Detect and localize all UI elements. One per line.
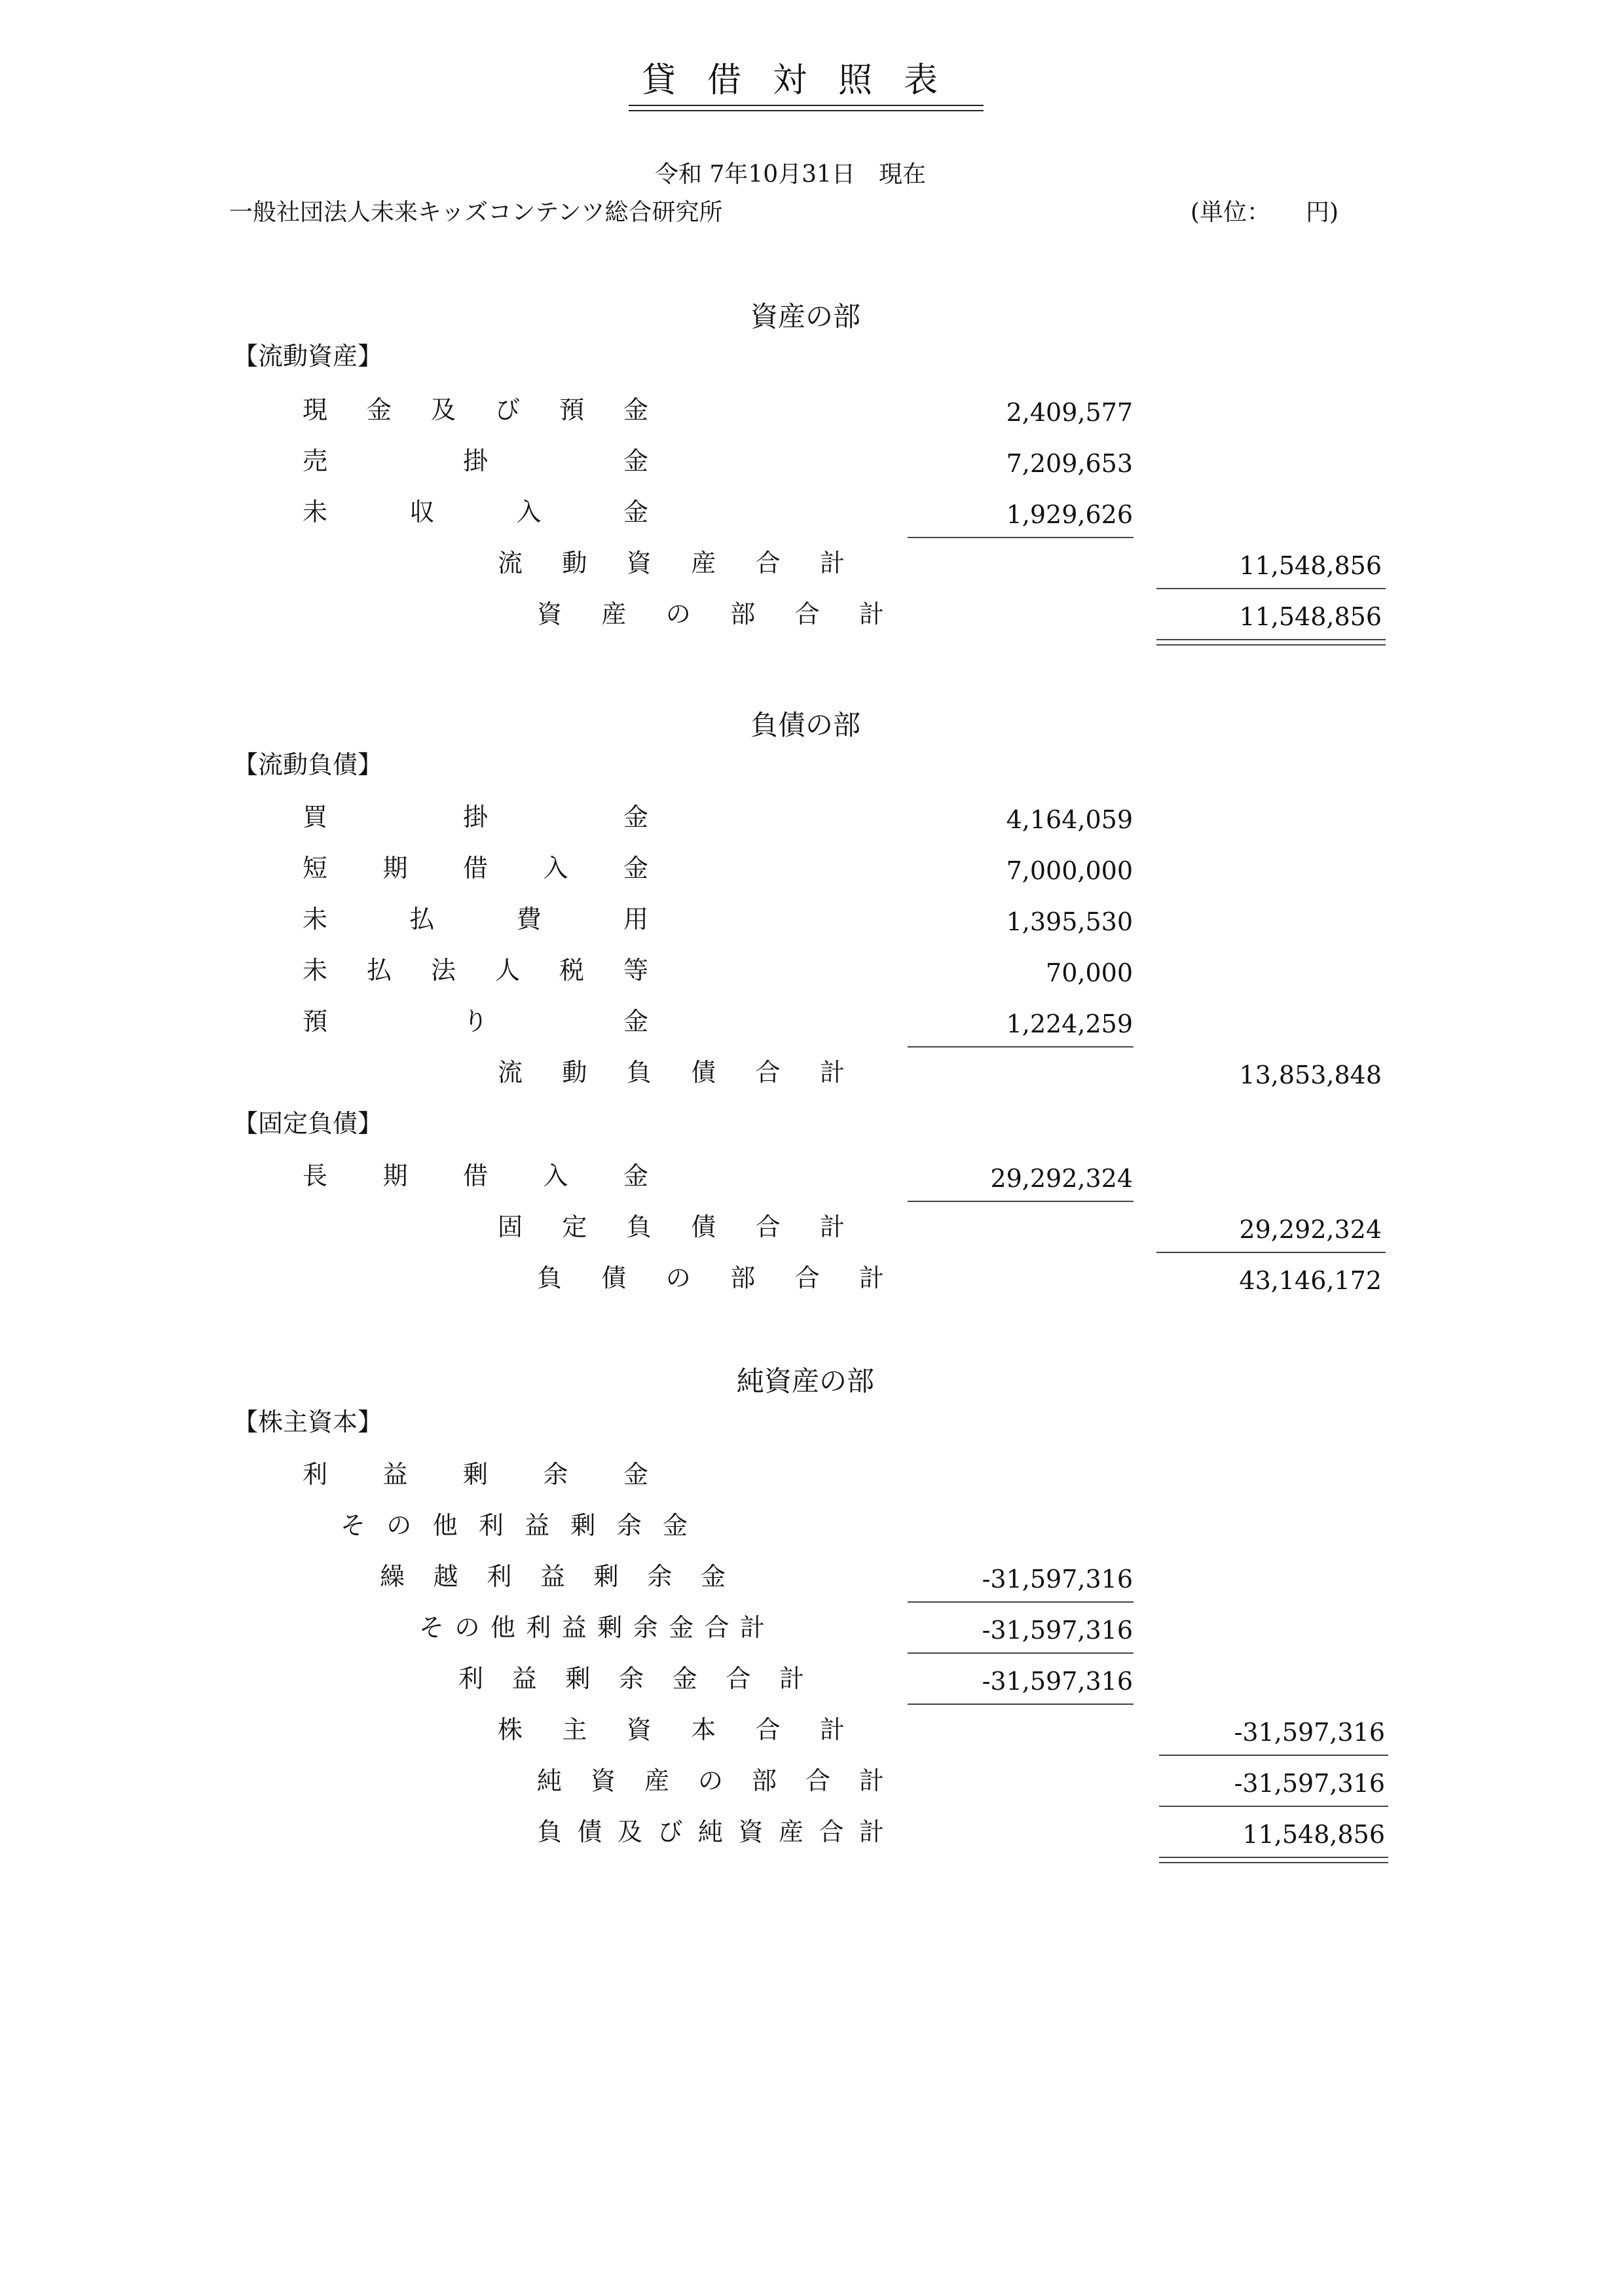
total-amount: -31,597,316 — [982, 1667, 1133, 1696]
subtotal-rule — [908, 1201, 1134, 1202]
section-heading-assets: 資産の部 — [750, 301, 860, 333]
item-label: 短期借入金 — [303, 854, 648, 883]
total-amount: -31,597,316 — [1234, 1718, 1385, 1747]
item-amount: 7,000,000 — [1006, 856, 1133, 885]
subtotal-rule — [908, 1601, 1134, 1603]
total-label: 株主資本合計 — [498, 1715, 845, 1744]
item-label: 現金及び預金 — [303, 395, 648, 424]
section-total-label: 負債の部合計 — [537, 1264, 884, 1292]
item-label: 未収入金 — [303, 498, 648, 526]
item-label: 売掛金 — [303, 446, 648, 475]
group-heading-current-liabilities: 【流動負債】 — [233, 750, 383, 779]
grand-total-amount: 11,548,856 — [1242, 1820, 1385, 1849]
total-label: 固定負債合計 — [498, 1212, 845, 1241]
item-label: 預り金 — [303, 1007, 648, 1036]
item-label: 買掛金 — [303, 803, 648, 831]
total-label: 利益剰余金合計 — [458, 1664, 804, 1693]
total-amount: 11,548,856 — [1239, 551, 1382, 580]
total-label: 流動負債合計 — [498, 1058, 845, 1087]
item-amount: 1,929,626 — [1006, 500, 1133, 529]
title-underline — [629, 110, 984, 111]
total-amount: 13,853,848 — [1239, 1061, 1382, 1089]
item-amount: 1,224,259 — [1006, 1010, 1133, 1038]
item-amount: 1,395,530 — [1006, 907, 1133, 936]
item-label: その他利益剰余金 — [341, 1511, 688, 1540]
item-amount: 4,164,059 — [1006, 805, 1133, 834]
unit-label: (単位： 円) — [1190, 199, 1339, 226]
group-heading-equity: 【株主資本】 — [233, 1408, 383, 1436]
total-amount: -31,597,316 — [982, 1616, 1133, 1645]
company-name: 一般社団法人未来キッズコンテンツ総合研究所 — [229, 199, 723, 226]
document-title: 貸借対照表 — [641, 61, 969, 100]
total-amount: 29,292,324 — [1239, 1215, 1382, 1244]
item-label: 長期借入金 — [303, 1161, 648, 1190]
subtotal-rule — [1159, 1806, 1388, 1807]
item-amount: -31,597,316 — [982, 1565, 1133, 1594]
item-label: 未払法人税等 — [303, 956, 648, 985]
double-rule — [1159, 1857, 1388, 1863]
item-label: 繰越利益剰余金 — [380, 1562, 726, 1591]
subtotal-rule — [908, 537, 1134, 538]
subtotal-rule — [908, 1046, 1134, 1048]
section-total-amount: -31,597,316 — [1234, 1769, 1385, 1798]
subtotal-rule — [908, 1652, 1134, 1654]
section-heading-net-assets: 純資産の部 — [736, 1365, 874, 1397]
subtotal-rule — [1159, 1755, 1388, 1756]
item-amount: 7,209,653 — [1006, 449, 1133, 478]
total-label: 流動資産合計 — [498, 549, 845, 577]
title-underline — [629, 105, 984, 106]
section-total-label: 純資産の部合計 — [537, 1766, 884, 1795]
group-heading-current-assets: 【流動資産】 — [233, 342, 383, 371]
item-amount: 29,292,324 — [990, 1164, 1133, 1193]
item-label: 未払費用 — [303, 905, 648, 934]
group-heading-fixed-liabilities: 【固定負債】 — [233, 1109, 383, 1138]
subtotal-rule — [1156, 1252, 1386, 1253]
double-rule — [1156, 639, 1386, 646]
section-heading-liabilities: 負債の部 — [750, 709, 860, 741]
section-total-amount: 43,146,172 — [1239, 1266, 1382, 1295]
subtotal-rule — [1156, 588, 1386, 589]
item-amount: 70,000 — [1046, 958, 1133, 987]
item-amount: 2,409,577 — [1006, 398, 1133, 427]
report-date: 令和 7年10月31日 現在 — [655, 161, 926, 188]
section-total-label: 資産の部合計 — [537, 600, 884, 629]
item-label: 利益剰余金 — [303, 1460, 648, 1489]
section-total-amount: 11,548,856 — [1239, 602, 1382, 631]
grand-total-label: 負債及び純資産合計 — [537, 1817, 884, 1846]
total-label: その他利益剰余金合計 — [419, 1613, 765, 1642]
subtotal-rule — [908, 1704, 1134, 1705]
